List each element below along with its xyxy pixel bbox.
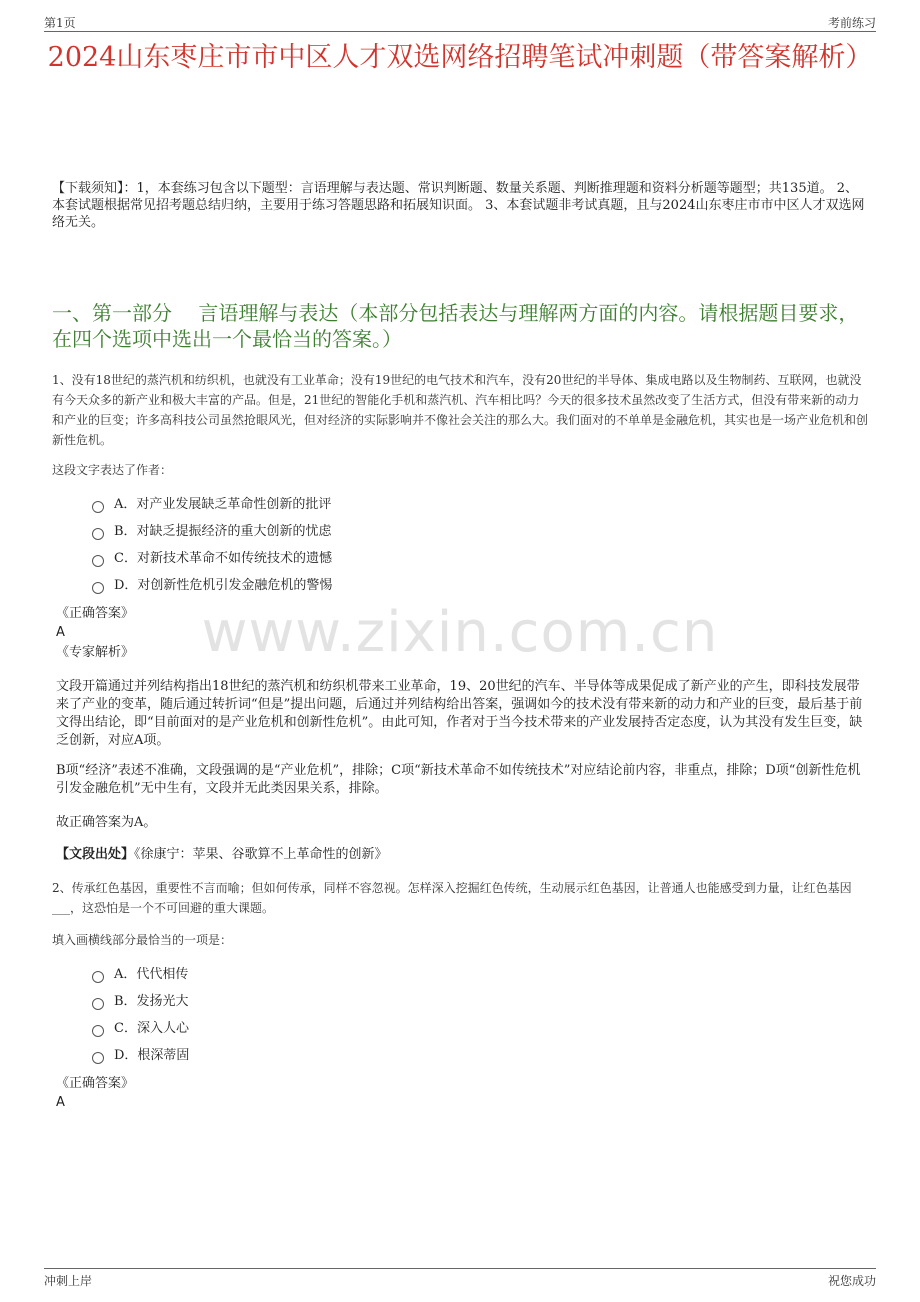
question-2-stem: 2、传承红色基因，重要性不言而喻；但如何传承，同样不容忽视。怎样深入挖掘红色传统，生动展示红色基因，让普通人也能感受到力量，让红色基因___，这恐怕是一个不可回避的重大课题。 [52, 881, 852, 915]
download-notice: 【下载须知】：1，本套练习包含以下题型：言语理解与表达题、常识判断题、数量关系题、判断推理题和资料分析题等题型；共135道。 2、本套试题根据常见招考题总结归纳，主要用于练习答题思路和拓展知识面。 3、本套试题非考试真题，且与2024山东枣庄市市中区人才双选网络无关。 [52, 181, 865, 230]
option-label: C．对新技术革命不如传统技术的遗憾 [114, 551, 332, 566]
option-label: B．发扬光大 [114, 994, 189, 1009]
q2-option-d[interactable] [92, 1047, 189, 1065]
q2-option-c[interactable] [92, 1020, 189, 1038]
radio-icon[interactable] [92, 971, 104, 983]
header-divider [44, 31, 876, 32]
q1-explanation-2: B项“经济”表述不准确，文段强调的是“产业危机”，排除；C项“新技术革命不如传统技术”对应结论前内容，非重点，排除；D项“创新性危机引发金融危机”无中生有，文段并无此类因果关系，排除。 [56, 763, 861, 796]
radio-icon[interactable] [92, 998, 104, 1010]
radio-icon[interactable] [92, 528, 104, 540]
option-label: B．对缺乏提振经济的重大创新的忧虑 [114, 524, 332, 539]
q1-option-a[interactable] [92, 496, 331, 514]
footer-left-label: 冲刺上岸 [44, 1274, 93, 1288]
q1-source [56, 846, 864, 864]
watermark: www.zixin.com.cn [201, 600, 719, 665]
q1-explanation-3: 故正确答案为A。 [56, 815, 157, 830]
question-2-prompt: 填入画横线部分最恰当的一项是： [52, 933, 233, 947]
radio-icon[interactable] [92, 1052, 104, 1064]
page-number: 第1页 [44, 16, 76, 30]
option-label: D．根深蒂固 [114, 1048, 190, 1063]
source-label: 【文段出处】 [56, 847, 135, 862]
q2-answer: A [56, 1095, 65, 1110]
section-heading: 一、第一部分 言语理解与表达（本部分包括表达与理解两方面的内容。请根据题目要求，在四个选项中选出一个最恰当的答案。） [52, 301, 859, 351]
option-label: C．深入人心 [114, 1021, 189, 1036]
document-title: 2024山东枣庄市市中区人才双选网络招聘笔试冲刺题（带答案解析） [47, 42, 873, 73]
radio-icon[interactable] [92, 582, 104, 594]
source-text: 《徐康宁：苹果、谷歌算不上革命性的创新》 [134, 847, 388, 862]
radio-icon[interactable] [92, 1025, 104, 1037]
radio-icon[interactable] [92, 501, 104, 513]
q1-explanation-1: 文段开篇通过并列结构指出18世纪的蒸汽机和纺织机带来工业革命，19、20世纪的汽车、半导体等成果促成了新产业的产生，即科技发展带来了产业的变革，随后通过转折词“但是”提出问题，后通过并列结构给出答案，强调如今的技术没有带来新的动力和产业的巨变，最后基于前文得出结论，即“目前面对的是产业危机和创新性危机”。由此可知，作者对于当今技术带来的产业发展持否定态度，认为其没有发生巨变，缺乏创新，对应A项。 [56, 679, 863, 748]
question-1-prompt: 这段文字表达了作者： [52, 463, 173, 477]
question-1-stem: 1、没有18世纪的蒸汽机和纺织机，也就没有工业革命；没有19世纪的电气技术和汽车，没有20世纪的半导体、集成电路以及生物制药、互联网，也就没有今天众多的新产业和极大丰富的产品。但是，21世纪的智能化手机和蒸汽机、汽车相比吗？今天的很多技术虽然改变了生活方式，但没有带来新的动力和产业的巨变；许多高科技公司虽然抢眼风光，但对经济的实际影响并不像社会关注的那么大。我们面对的不单单是金融危机，其实也是一场产业危机和创新性危机。 [52, 373, 869, 447]
q1-option-d[interactable] [92, 577, 332, 595]
option-label: D．对创新性危机引发金融危机的警惕 [114, 578, 333, 593]
option-label: A．代代相传 [114, 967, 189, 982]
footer-right-label: 祝您成功 [827, 1274, 876, 1288]
q1-option-b[interactable] [92, 523, 332, 541]
q1-option-c[interactable] [92, 550, 332, 568]
q2-answer-label: 《正确答案》 [56, 1076, 135, 1091]
radio-icon[interactable] [92, 555, 104, 567]
q2-option-a[interactable] [92, 966, 188, 984]
q2-option-b[interactable] [92, 993, 189, 1011]
footer-divider [44, 1268, 876, 1269]
q1-analysis-label: 《专家解析》 [56, 645, 135, 660]
q1-answer: A [56, 625, 65, 640]
option-label: A．对产业发展缺乏革命性创新的批评 [114, 497, 332, 512]
q1-answer-label: 《正确答案》 [56, 606, 135, 621]
header-right-label: 考前练习 [827, 16, 876, 30]
